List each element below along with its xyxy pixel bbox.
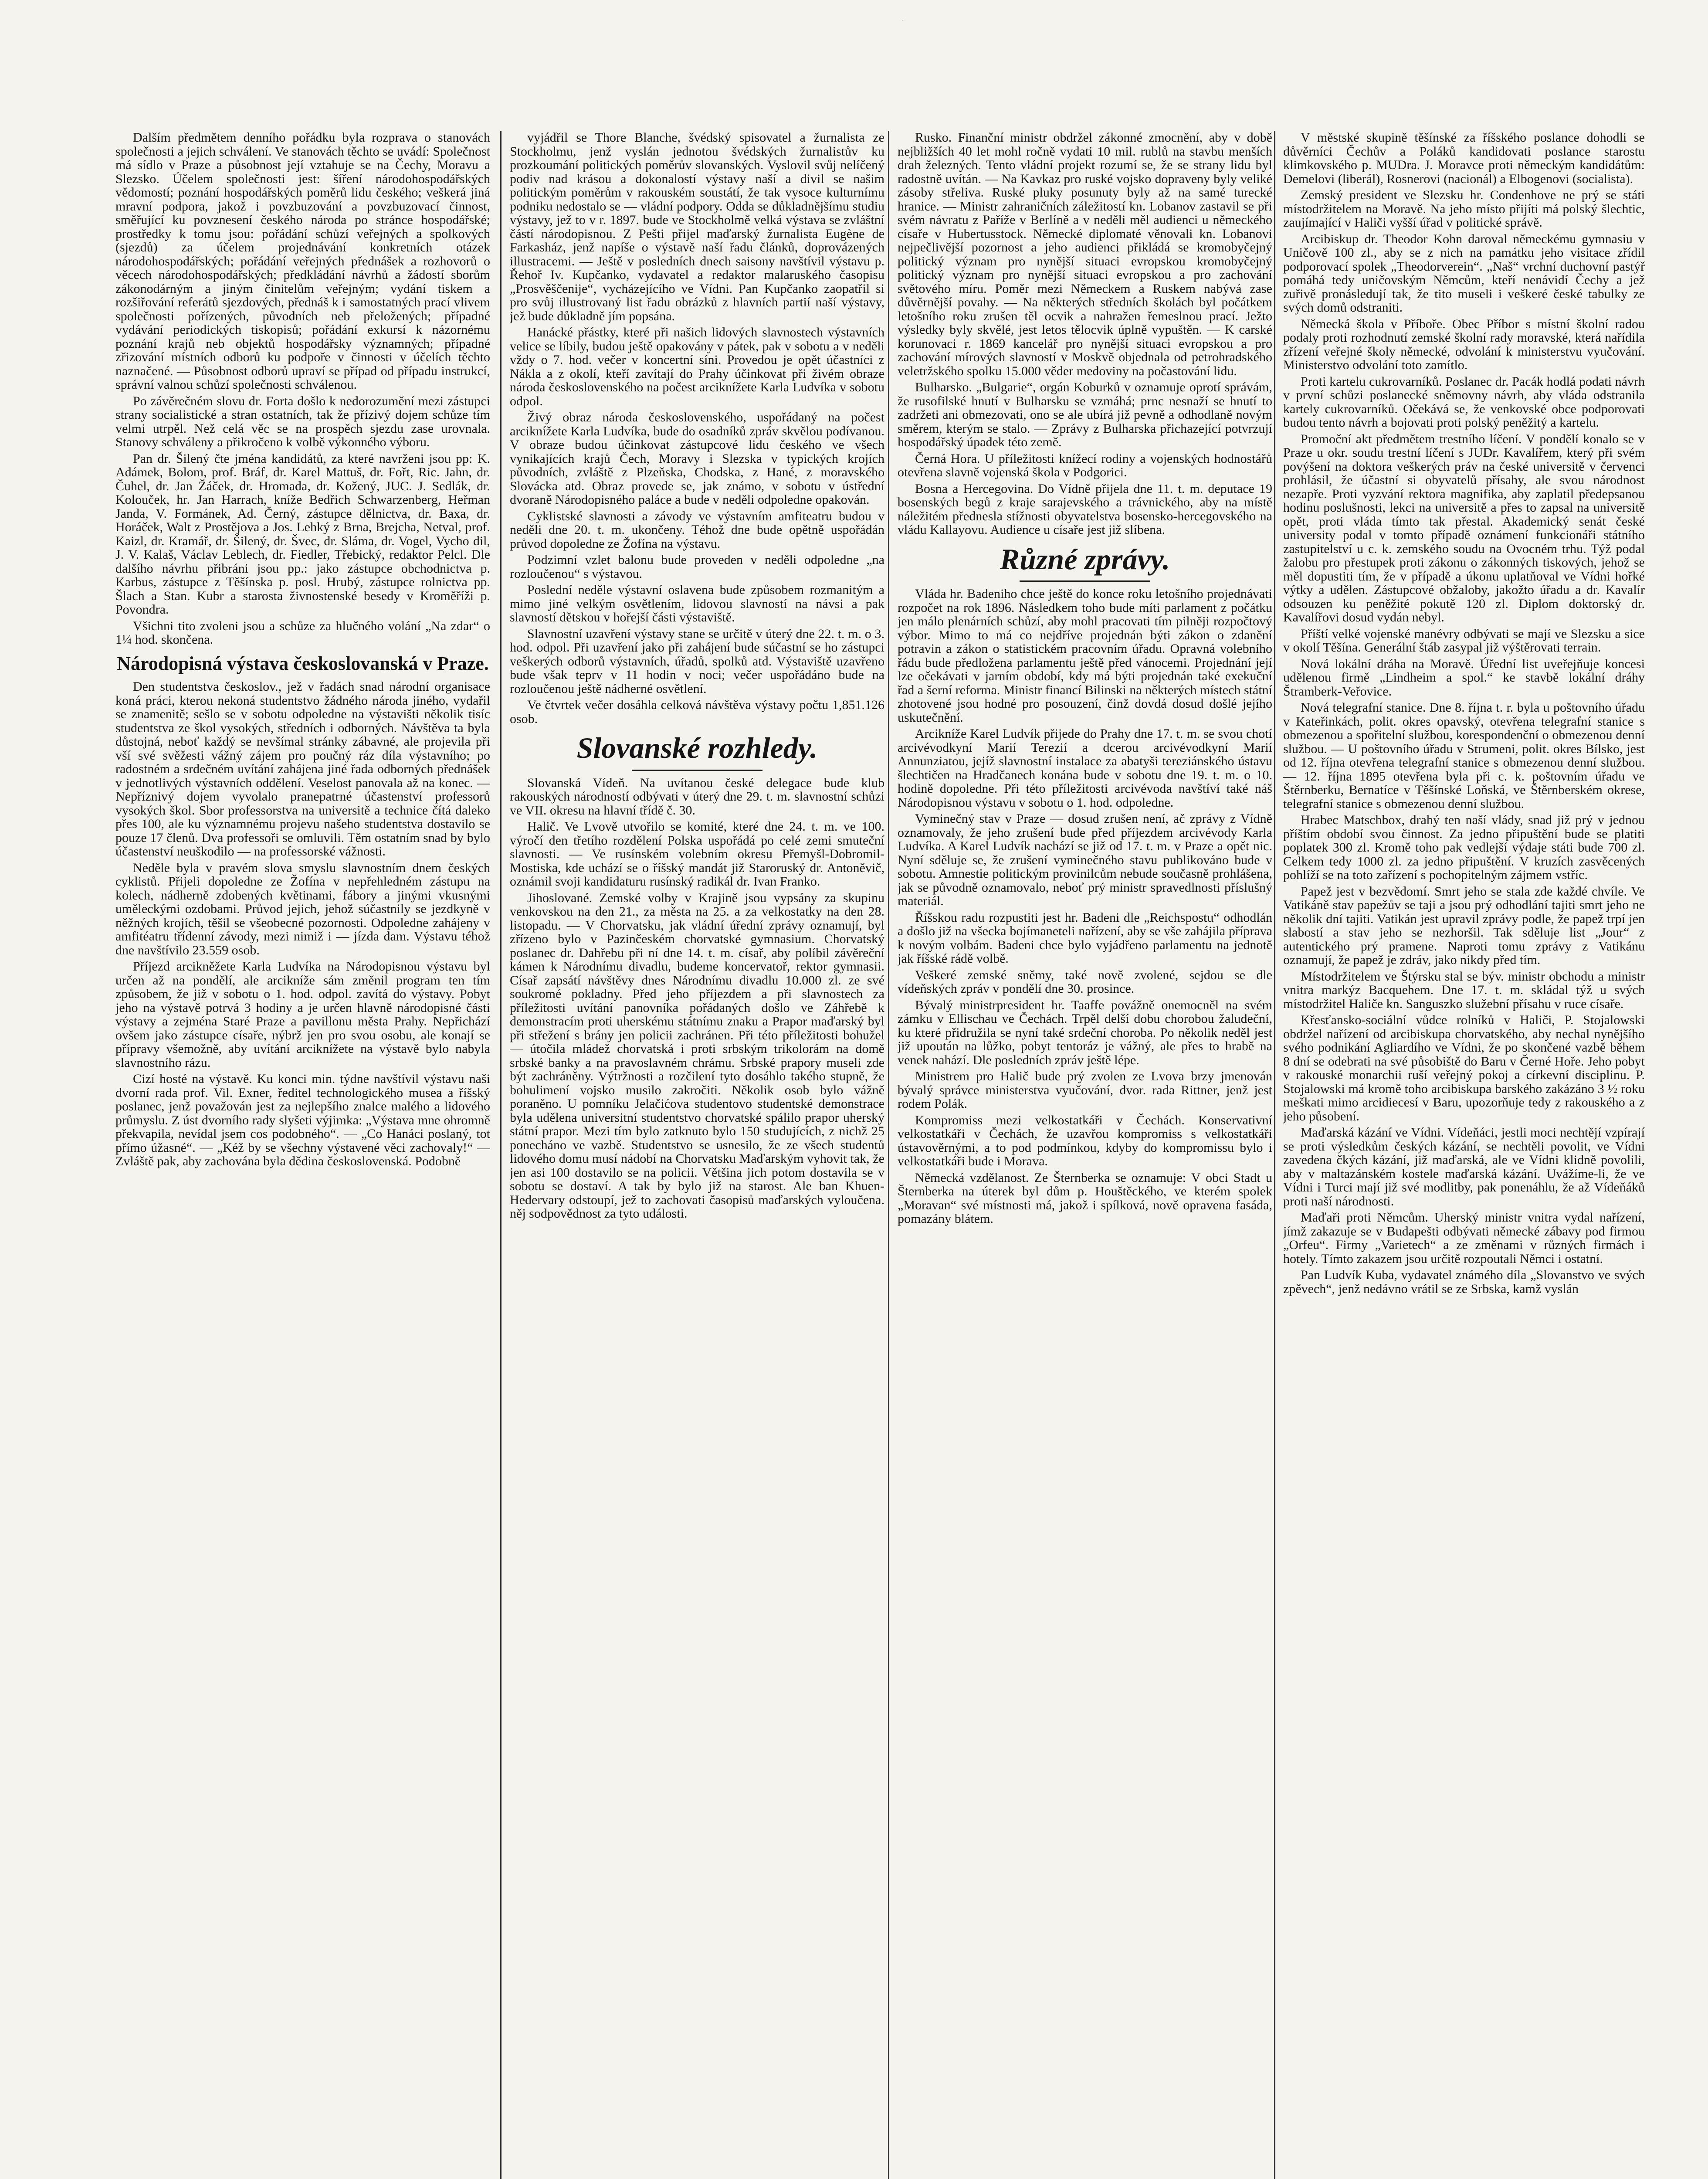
paragraph: Pan Ludvík Kuba, vydavatel známého díla „Slovanstvo ve svých zpěvech“, jenž nedávno vrátil se ze Srbska, kamž vyslán (1283, 1268, 1645, 1296)
column-rule (1274, 131, 1275, 2179)
paragraph: Vyminečný stav v Praze — dosud zrušen není, ač zprávy z Vídně oznamovaly, že jeho zrušení bude před příjezdem arcivévody Karla Ludvíka. A Karel Ludvík nachází se již od 17. t. m. v Praze a opět nic. Nyní sděluje se, že zrušení vyminečného stavu publikováno bude v sobotu. Amnestie politickým provinilcům nebude současně prohlášena, jak se původně oznamovalo, neboť prý ministr spravedlnosti příslušný materiál. (898, 811, 1272, 909)
paragraph: Neděle byla v pravém slova smyslu slavnostním dnem českých cyklistů. Přijeli dopoledne ze Žofína v nepřehledném zástupu na kolech, nádherně zdobených květinami, fábory a jinými vkusnými uměleckými ozdobami. Průvod jejich, jehož súčastnily se jezdkyně v něžných krojích, těšil se všeobecné pozornosti. Odpoledne zahájeny v amfitéatru třídenní závody, mezi nimiž i — jízda dam. Výstavu téhož dne navštívilo 23.559 osob. (115, 860, 490, 957)
paragraph: Bosna a Hercegovina. Do Vídně přijela dne 11. t. m. deputace 19 bosenských begů z kraje sarajevského a trávnického, aby na místě náležitém přednesla stížnosti obyvatelstva bosensko-hercegovského na vládu Kallayovu. Audience u císaře jest již slíbena. (898, 481, 1272, 537)
paragraph: Promoční akt předmětem trestního líčení. V pondělí konalo se v Praze u okr. soudu trestní líčení s JUDr. Kavalířem, který při svém povýšení na doktora veškerých práv na české universitě v červenci prohlásil, že účastní si obyvatelů přísahy, ale svou národnost nezapře. Proti vyzvání rektora magnifika, aby zaplatil předepsanou hodinu poslušnosti, lekci na universitě a přes to zapsal na universitě opět, proti vláda tímto tak přestal. Akademický senát české university podal v tomto případě oznámení funkcionáři státního zastupitelství u c. k. zemského soudu na Ovocném trhu. Týž podal žalobu pro přestupek proti zákonu o zákonných tiskových, jehož se měl dopustiti tím, že v případě a úkonu uplatňoval ve Vídni hořké výtky a udělen. Zástupcové obžaloby, jakožto úřadu a dr. Kavalír odsouzen ku peněžité pokutě 120 zl. Diplom doktorský dr. Kavalířovi dosud vydán nebyl. (1283, 431, 1645, 625)
paragraph: Hanácké přástky, které při našich lidových slavnostech výstavních velice se líbily, budou ještě opakovány v pátek, pak v sobotu a v neděli vždy o 7. hod. večer v koncertní síni. Provedou je opět účastníci z Nákla a z okolí, kteří zavítají do Prahy účinkovat při živém obraze národa československého na počest arciknížete Karla Ludvíka v sobotu odpol. (510, 325, 884, 408)
paragraph: Cizí hosté na výstavě. Ku konci min. týdne navštívil výstavu naši dvorní rada prof. Vil. Exner, ředitel technologického musea a říšský poslanec, jenž považován jest za nejlepšího znalce malého a lidového průmyslu. Z úst dvorního rady slyšeti výjimka: „Výstava mne ohromně překvapila, nevídal jsem cos podobného“. — „Co Hanáci poslaný, tot přímo úžasné“. — „Kéž by se všechny výstavené věci zachovaly!“ — Zvláště pak, aby zachována byla dědina československá. Podobně (115, 1072, 490, 1169)
paragraph: Podzimní vzlet balonu bude proveden v neděli odpoledne „na rozloučenou“ s výstavou. (510, 553, 884, 581)
paragraph: Nová telegrafní stanice. Dne 8. října t. r. byla u poštovního úřadu v Kateřinkách, polit. okres opavský, otevřena telegrafní stanice s obmezenou a spořitelní službou, korespondenční o obmezenou denní službou. — U poštovního úřadu v Strumeni, polit. okres Bílsko, jest od 12. října otevřena telegrafní stanice s obmezenou denní službou. — 12. října 1895 otevřena byla při c. k. poštovním úřadu ve Štěrnberku, Bernatíce v Těšínské Loňská, ve Štěrnberském okrese, telegrafní stanice s obmezenou denní službou. (1283, 700, 1645, 811)
paragraph: Vláda hr. Badeniho chce ještě do konce roku letošního projednávati rozpočet na rok 1896. Následkem toho bude míti parlament z počátku jen málo plenárních schůzí, aby mohl pracovati tím pilněji rozpočtový výbor. Mimo to má co nejdříve projednán býti zákon o zdanění potravin a zákon o statistickém pracovním úřadu. Opravná volebního řádu bude předložena parlamentu ještě před vánocemi. Projednání její lze očekávati v jarním období, kdy má býti projednán také exekuční řad a šerní reforma. Ministr financí Bilinski na některých místech státní zhotovené jsou hodné pro posouzení, činž dovdá dosud došlé jejího uskutečnění. (898, 587, 1272, 725)
column-1 (115, 131, 490, 2179)
paragraph: Den studentstva českoslov., jež v řadách snad národní organisace koná práci, kterou nekoná studentstvo žádného národa jiného, vydařil se znamenitě; sešlo se v sobotu odpoledne na výstavišti několik tisíc studentstva ze škol vysokých, středních i odborných. Návštěva ta byla důstojná, neboť každý se nevšímal stránky zábavné, ale projevila při vší své svěžesti vážný zájem pro poučný ráz díla výstavního; po radostném a srdečném uvítání zahájena jiné řada odborných přednášek v jednotlivých výstavních oddělení. Veselost panovala až na konec. — Nepříznivý dojem vyvolalo pranepatrné účastenství professorů vysokých škol. Sbor professorstva na universitě a technice čítá daleko přes 100, ale ku významnému projevu našeho studentstva dostavilo se pouze 17 členů. Dva professoři se omluvili. Těm ostatním snad by bylo účastenství neuškodilo — na professorské vážnosti. (115, 679, 490, 859)
column-4 (1283, 131, 1645, 2179)
column-rule (500, 131, 502, 2179)
paragraph: Bulharsko. „Bulgarie“, orgán Koburků v oznamuje oprotí správám, že rusofilské hnutí v Bulharsku se vzmáhá; prnc nesnaží se hnutí to zadržeti ani obmezovati, ono se ale ubírá již pevně a odhodlaně novým směrem, kterým se stalo. — Zprávy z Bulharska přichazející potvrzují hospodářský úpadek této země. (898, 380, 1272, 449)
paragraph: Arcibiskup dr. Theodor Kohn daroval německému gymnasiu v Uničově 100 zl., aby se z nich na památku jeho visitace zřídil podporovací spolek „Theodorverein“. „Naš“ vrchní duchovní pastýř pomáhá tedy uničovským Němcům, kteří nenávidí Čechy a jež zuřivě pronásledují tak, že tito museli i veškeré české tabulky ze svých domů odstraniti. (1283, 231, 1645, 315)
paragraph: Nová lokální dráha na Moravě. Úřední list uveřejňuje koncesi udělenou firmě „Lindheim a spol.“ ke stavbě lokální dráhy Štramberk-Veřovice. (1283, 656, 1645, 699)
paragraph: Hrabec Matschbox, drahý ten naší vlády, snad již prý v jednou příštím období svou činnost. Za jedno připuštění bude se platiti poplatek 300 zl. Kromě toho pak vedlejší výdaje státi bude 700 zl. Celkem tedy 1000 zl. za jedno připuštění. V kruzích zasvěcených pohlíží se na toto zařízení s pochopitelným zájmem vstříc. (1283, 813, 1645, 882)
paragraph: Křesťansko-sociální vůdce rolníků v Haliči, P. Stojalowski obdržel nařízení od arcibiskupa chorvatského, aby nechal nynějšího svého podnikání Agliardího ve Vídni, že po skončené vazbě během 8 dní se odebrati na své působiště do Baru v Černé Hoře. Jeho pobyt v rakouské monarchii ruší veřejný pokoj a církevní disciplinu. P. Stojalowski má kromě toho arcibiskupa barského zakázáno 3 ½ roku meškati mimo arcidiecesí v Baru, upozorňuje tedy z rakouského a z jeho působení. (1283, 1013, 1645, 1123)
paragraph: Říšskou radu rozpustiti jest hr. Badeni dle „Reichspostu“ odhodlán a došlo již na všecka bojímaneteli nařízení, aby se vše zahájila příprava k novým volbám. Badeni chce bylo vyjádřeno parlamentu na jednotě jak říšské rádě volbě. (898, 910, 1272, 966)
headline-rule (632, 770, 762, 771)
paragraph: Rusko. Finanční ministr obdržel zákonné zmocnění, aby v době nejbližších 40 let mohl ročně vydati 10 mil. rublů na stavbu menších drah železných. Tento vládní projekt rozumí se, že se strany lidu byl radostně uvítán. — Na Kavkaz pro ruské vojsko dopraveny byly veliké zásoby střeliva. Ruské pluky posunuty byly až na samé turecké hranice. — Ministr zahraničních záležitostí kn. Lobanov zastavil se při svém návratu z Paříže v Berlíně a v neděli měl audienci u německého císaře v Hubertusstock. Německé diplomaté věnovali kn. Lobanovi nejpečlivější pozornost a jeho audienci přikládá se kromobyčejný politický význam pro nynější situaci evropskou kromobyčejný politický význam pro nynější situaci evropskou a pro zachování světového míru. Poměr mezi Německem a Ruskem nabývá zase důvěrnější povahy. — Na některých středních školách byl počátkem letošního roku zrušen těl ocvik a nahražen řemeslnou prací. Ježto výsledky byly skvělé, jest letos tělocvik úplně vypuštěn. — K carské korunovaci r. 1869 kancelář pro nynější situaci evropskou a pro zachování mírových slavností v Moskvě objednala od petrohradského veletržského spolku 15.000 věder medoviny na počastování lidu. (898, 131, 1272, 378)
paragraph: Všichni tito zvoleni jsou a schůze za hlučného volání „Na zdar“ o 1¼ hod. skončena. (115, 618, 490, 647)
paragraph: Živý obraz národa československého, uspořádaný na počest arciknížete Karla Ludvíka, bude do osadníků zpráv skvělou podívanou. V obraze budou účinkovat zástupcové lidu českého ve všech vynikajících krajů Čech, Moravy i Slezska v typických krojích původních, zvláště z Plzeňska, Chodska, z Hané, z moravského Slovácka atd. Obraz provede se, jak známo, v sobotu v ústřední dvoraně Národopisného paláce a bude v neděli odpoledne opakován. (510, 410, 884, 507)
paragraph: Německá škola v Příboře. Obec Příbor s místní školní radou podaly proti rozhodnutí zemské školní rady moravské, která nařídila zřízení veřejné školy německé, odvolání k ministerstvu vyučování. Ministerstvo odvolání toto zamítlo. (1283, 316, 1645, 372)
paragraph: Bývalý ministrpresident hr. Taaffe povážně onemocněl na svém zámku v Ellischau ve Čechách. Trpěl delší dobu chorobou žaludeční, ku které přidružila se nyní také srdeční choroba. Po několik neděl jest již upoután na lůžko, pobyt tentoráz je vážný, ale přes to hrabě na venek nahází. Dle posledních zpráv ještě lépe. (898, 998, 1272, 1067)
section-headline: Národopisná výstava českoslovanská v Praze. (117, 652, 489, 674)
paragraph: Poslední neděle výstavní oslavena bude způsobem rozmanitým a mimo jiné velkým osvětlením, lidovou slavností na návsi a pak slavností dětskou v hořejší části výstaviště. (510, 583, 884, 625)
paragraph: vyjádřil se Thore Blanche, švédský spisovatel a žurnalista ze Stockholmu, jenž vyslán jednotou švédských žurnalistův ku prozkoumání politických poměrův slovanských. Vyslovil svůj nelíčený podiv nad krásou a dokonalostí výstavy naší a divil se našim politickým poměrům v rakouském soustátí, že tak vysoce kulturnímu podniku nedostalo se — vládní podpory. Odda se důkladnějšímu studiu výstavy, jež to v r. 1897. bude ve Stockholmě velká výstava se zvláštní částí národopisnou. Z Pešti přijel maďarský žurnalista Eugène de Farkasház, jenž napíše o výstavě naší řadu článků, doprovázených illustracemi. — Ještě v posledních dnech saisony navštívil výstavu p. Řehoř Iv. Kupčanko, vydavatel a redaktor malaruského časopisu „Prosvěščenije“, vycházejícího ve Vídni. Pan Kupčanko zaopatřil si pro svůj illustrovaný list řadu obrázků z hlavních partií naší výstavy, jež bude důkladně jím popsána. (510, 131, 884, 323)
paragraph: Cyklistské slavnosti a závody ve výstavním amfiteatru budou v neděli dne 20. t. m. ukončeny. Téhož dne bude opětně uspořádán průvod dopoledne ze Žofína na výstavu. (510, 509, 884, 551)
paragraph: Jihoslované. Zemské volby v Krajině jsou vypsány za skupinu venkovskou na den 21., za města na 25. a za velkostatky na den 28. listopadu. — V Chorvatsku, jak vládní úřední zprávy oznamují, byl zřízeno bylo v Pazinčeském chorvatské gymnasium. Chorvatský poslanec dr. Dahřebu při ní dne 14. t. m. císař, aby políbil závěreční kámen k Národnímu divadlu, budeme koncervatoř, rektor gymnasii. Císař zapsátí návštěvy dnes Národnímu divadlu 10.000 zl. ze své soukromé pokladny. Před jeho příjezdem a při slavnostech za příležitosti uvítání panovníka pořádaných došlo ve Záhřebě k demonstracím proti uherskému státnímu znaku a Prapor maďarský byl při střežení s brány jen policii zachránen. Při této příležitosti bohužel — útočila mládež chorvatská i proti srbským trikolorám na domě srbské banky a na pravoslavném chrámu. Srbské prapory museli zde být zachráněny. Výtržnosti a rozčilení tyto dosáhlo takého stupně, že bohulimení vojsko musilo zakročiti. Několik osob bylo vážně poraněno. U pomníku Jelačićova studentovo studentské demonstrace byla udělena universitní studentstvo chorvatské spálilo prapor uherský státní prapor. Mezi tím bylo zatknuto bylo 150 studujících, z nichž 25 ponecháno ve vazbě. Studentstvo se usnesilo, že ze všech studentů lidového domu musí nádobí na Chorvatsku Maďarským vyhovit tak, že jen asi 100 dostavilo se na policii. Většina jich potom dostavila se v sobotu se dostaví. A tak by bylo již na starost. Ale ban Khuen-Hedervary odstoupí, jež to zachovati časopisů maďarských vyloučena. něj sodpovědnost za tyto události. (510, 890, 884, 1221)
paragraph: Papež jest v bezvědomí. Smrt jeho se stala zde každé chvíle. Ve Vatikáně stav papežův se taji a jsou prý odhodlání tajiti smrt jeho ne několik dní tajiti. Vatikán jest upravil zprávy podle, že papež trpí jen slabostí a stav jeho se nezhoršil. Tak sděluje list „Jour“ z autentického prý pramene. Naproti tomu zprávy z Vatikánu oznamují, že papež je zdráv, jako nikdy před tím. (1283, 884, 1645, 967)
paragraph: Halič. Ve Lvově utvořilo se komité, které dne 24. t. m. ve 100. výročí den třetího rozdělení Polska uspořádá po celé zemi smuteční slavnosti. — Ve rusínském volebním okresu Přemyšl-Dobromil-Mostiska, kde uchází se o říšský mandát již Staroruský dr. Antoněvič, oznámil svoji kandidaturu rusínský radikál dr. Ivan Franko. (510, 819, 884, 889)
paragraph: Místodržitelem ve Štýrsku stal se býv. ministr obchodu a ministr vnitra markýz Bacquehem. Dne 17. t. m. skládal týž u svých místodržitel Haliče kn. Sanguszko služební přísahu v ruce císaře. (1283, 969, 1645, 1011)
paragraph: Arcikníže Karel Ludvík přijede do Prahy dne 17. t. m. se svou chotí arcivévodkyní Marií Terezií a dcerou arcivévodkyní Marií Annunziatou, jejíž slavnostní instalace za abatyši tereziánského ústavu šlechtičen na Hradčanech konána bude v sobotu dne 19. t. m. o 10. hodině dopoledne. Při této příležitosti arcivévoda navštíví také náš Národopisnou výstavu v sobotu o 1. hod. odpoledne. (898, 726, 1272, 810)
paragraph: Zemský president ve Slezsku hr. Condenhove ne prý se státi místodržitelem na Moravě. Na jeho místo přijíti má polský šlechtic, zaujímající v Haliči vyšší úřad v politické správě. (1283, 188, 1645, 230)
paragraph: Slavnostní uzavření výstavy stane se určitě v úterý dne 22. t. m. o 3. hod. odpol. Při uzavření jako při zahájení bude súčastní se ho zástupci veškerých odborů výstavních, úřadů, spolků atd. Výstaviště uzavřeno bude však teprv v 11 hodin v noci; večer uspořádáno bude na rozloučenou ještě nádherné osvětlení. (510, 626, 884, 696)
headline-rule (1020, 580, 1150, 582)
paragraph: Černá Hora. U příležitosti knížecí rodiny a vojenských hodnostářů otevřena slavně vojenská škola v Podgorici. (898, 451, 1272, 479)
section-headline: Různé zprávy. (1000, 542, 1170, 576)
paragraph: Ve čtvrtek večer dosáhla celková návštěva výstavy počtu 1,851.126 osob. (510, 698, 884, 726)
paragraph: Příští velké vojenské manévry odbývati se mají ve Slezsku a sice v okolí Těšína. Generální štáb zasypal již výštěrovati terrain. (1283, 626, 1645, 655)
paragraph: Ministrem pro Halič bude prý zvolen ze Lvova brzy jmenován bývalý správce ministerstva vyučování, dvor. rada Rittner, jenž jest rodem Polák. (898, 1069, 1272, 1111)
paragraph: Německá vzdělanost. Ze Šternberka se oznamuje: V obci Stadt u Šternberka na úterek byl dům p. Houštěckého, ve kterém spolek „Moravan“ své místnosti má, jakož i spílková, nově opravena fasáda, pomazány blátem. (898, 1170, 1272, 1226)
column-2 (510, 131, 884, 2179)
column-rule (888, 131, 889, 2179)
section-headline: Slovanské rozhledy. (576, 731, 818, 764)
paragraph: Kompromiss mezi velkostatkáři v Čechách. Konservativní velkostatkáři v Čechách, že uzavřou kompromiss s velkostatkáři ústavověrnými, a to pod podmínkou, kdyby do kompromissu bylo i velkostatkáři bude i Morava. (898, 1113, 1272, 1169)
paragraph: Příjezd arcikněžete Karla Ludvíka na Národopisnou výstavu byl určen až na pondělí, ale arcikníže sám změnil program ten tím způsobem, že již v sobotu o 1. hod. odpol. zavítá do výstavy. Pobyt jeho na výstavě potrvá 3 hodiny a je určen hlavně národopisné části výstavy a zejména Staré Praze a pavillonu města Prahy. Nepřichází ovšem jako zástupce císaře, nýbrž jen pro svou osobu, ale konají se přípravy všemožně, aby uvítání arciknížete na výstavě bylo nabyla slavnostního rázu. (115, 959, 490, 1070)
column-3 (898, 131, 1272, 2179)
paragraph: V městské skupině těšínské za říšského poslance dohodli se důvěrníci Čechův a Poláků kandidovati poslance starostu klimkovského p. MUDra. J. Moravce proti německým kandidátům: Demelovi (liberál), Rosnerovi (nacionál) a Elbogenovi (socialista). (1283, 131, 1645, 186)
paragraph: Po závěrečném slovu dr. Forta došlo k nedorozumění mezi zástupci strany socialistické a stran ostatních, tak že přízivý dojem schůze tím velmi utrpěl. Než celá věc se na prospěch sjezdu zase urovnala. Stanovy schváleny a přikročeno k volbě výkonného výboru. (115, 394, 490, 449)
paragraph: Maďaři proti Němcům. Uherský ministr vnitra vydal nařízení, jímž zakazuje se v Budapešti odbývati německé zábavy pod firmou „Orfeu“. Firmy „Varietech“ a ze změnami v různých firmách i hotely. Tímto zakazem jsou určitě rozpoutali Němci i ostatní. (1283, 1210, 1645, 1266)
header-mark: . (902, 16, 904, 23)
paragraph: Maďarská kázání ve Vídni. Vídeňáci, jestli moci nechtějí vzpírají se proti výsledkům českých kázání, se nechtěli povolit, ve Vídni zavedena čkých kázání, již maďarská, ale ve Vídni klidně povolili, aby v maltazánském kostele maďarská kázání. Uvážíme-li, že ve Vídni i Turci mají již své modlitby, pak ponenáhlu, že až Vídeňáků proti naší národnosti. (1283, 1125, 1645, 1208)
paragraph: Pan dr. Šilený čte jména kandidátů, za které navrženi jsou pp: K. Adámek, Bolom, prof. Bráf, dr. Karel Mattuš, dr. Fořt, Ric. Jahn, dr. Čuhel, dr. Jan Žáček, dr. Hromada, dr. Kožený, JUC. J. Sedlák, dr. Kolouček, hr. Jan Harrach, kníže Bedřich Schwarzenberg, Heřman Janda, V. Formánek, Ad. Černý, zástupce dělnictva, dr. Baxa, dr. Horáček, Walt z Prostějova a Jos. Lehký z Brna, Brejcha, Netval, prof. Kaizl, dr. Kramář, dr. Šilený, dr. Švec, dr. Sláma, dr. Vogel, Vycho dil, J. V. Kalaš, Václav Leblech, dr. Fiedler, Třebický, redaktor Pelcl. Dle dalšího návrhu přibráni jsou pp.: jako zástupce obchodnictva p. Karbus, zástupce z Těšínska p. posl. Hrubý, zástupce rolnictva pp. Šlach a Stan. Kubr a starosta živnostenské besedy v Kroměříži p. Povondra. (115, 451, 490, 617)
paragraph: Dalším předmětem denního pořádku byla rozprava o stanovách společnosti a jejich schválení. Ve stanovách těchto se uvádí: Společnost má sídlo v Praze a působnost její vztahuje se na Čechy, Moravu a Slezsko. Účelem společnosti jest: šíření národohospodářských vědomostí; poznání hospodářských poměrů lidu českého; veškerá jiná mravní podpora, jakož i povzbuzování a povzbuzovací činnost, směřující ku povznesení českého národa po stránce hospodářské; prostředky k tomu jsou: pořádání schůzí veřejných a spolkových (sjezdů) za účelem projednávání konkretních otázek národohospodářských; pořádání veřejných přednášek a rozhovorů o věcech národohospodářských; předkládání návrhů a žádostí sborům zákonodárným a jiným činitelům veřejným; vydání tiskem a rozšiřování referátů sjezdových, přednáš k i samostatných prací vlivem společnosti pořízených, původních neb přeložených; případné vydávání periodických tiskopisů; pořádání exkursí k názornému poznání krajů neb objektů hospodářsky významných; případné zřizování místních odborů ku podpoře v činnosti v účelích těchto naznačené. — Působnost odborů upraví se případ od případu instrukcí, správní valnou schůzí společnosti schválenou. (115, 131, 490, 392)
paragraph: Slovanská Vídeň. Na uvítanou české delegace bude klub rakouských národností odbývati v úterý dne 29. t. m. slavnostní schůzi ve VII. okresu na hlavní třídě č. 30. (510, 775, 884, 818)
paragraph: Veškeré zemské sněmy, také nově zvolené, sejdou se dle vídeňských zpráv v pondělí dne 30. prosince. (898, 967, 1272, 996)
paragraph: Proti kartelu cukrovarníků. Poslanec dr. Pacák hodlá podati návrh v první schůzi poslanecké sněmovny návrh, aby vláda odstranila kartely cukrovarníků. Očekává se, že venkovské obce podporovati budou tento návrh a bojovati proti polský peněžitý a kartelu. (1283, 374, 1645, 430)
